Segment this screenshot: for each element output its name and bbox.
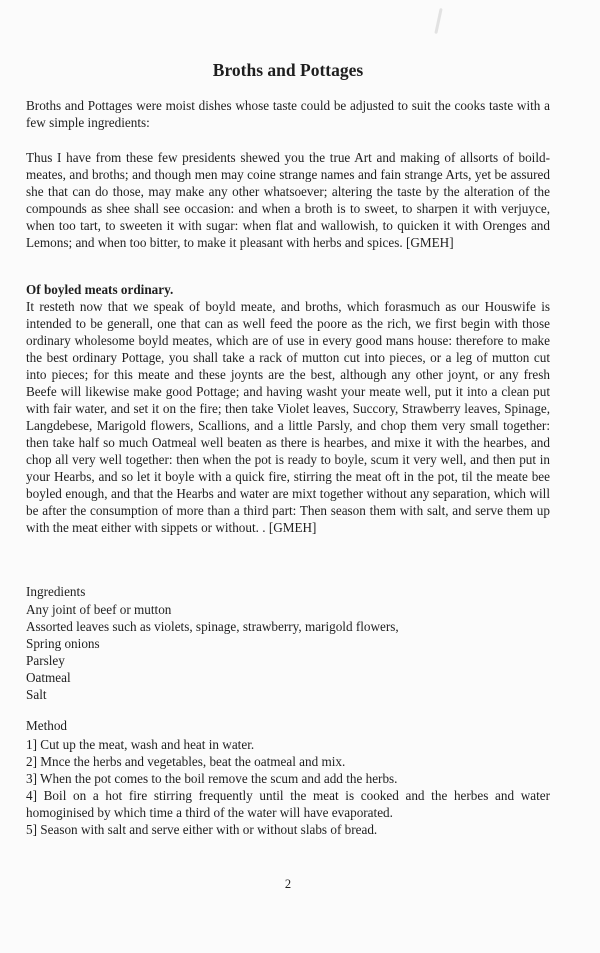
ingredients-list (26, 601, 550, 703)
page-number: 2 (284, 877, 292, 891)
ingredient-item: Spring onions (26, 636, 100, 651)
method-step: 3] When the pot comes to the boil remove the scum and add the herbs. (26, 771, 398, 786)
intro-paragraph: Broths and Pottages were moist dishes whose taste could be adjusted to suit the cooks taste with a few simple ingredients: (26, 98, 550, 130)
ingredient-item: Parsley (26, 653, 65, 668)
ingredients-heading: Ingredients (26, 584, 86, 599)
method-step: 5] Season with salt and serve either with or without slabs of bread. (26, 822, 378, 837)
quote-paragraph-2: It resteth now that we speak of boyld meate, and broths, which forasmuch as our Houswife is intended to be generall, one that can as well feed the poore as the rich, we first begin with those ordinary wholesome boyld meates, which are of use in every good mans house: therefore to make the best ordinary Pottage, you shall take a rack of mutton cut into pieces, or a leg of mutton cut into pieces; for this meate and these joynts are the best, although any other joynt, or any fresh Beefe will likewise make good Pottage; and having washt your meate well, put it into a clean put with fair water, and set it on the fire; then take Violet leaves, Succory, Strawberry leaves, Spinage, Langdebese, Marigold flowers, Scallions, and a little Parsly, and chop them very small together: then take half so much Oatmeal well beaten as there is hearbes, and mixe it with the hearbes, and chop all very well together: then when the pot is ready to boyle, scum it very well, and then put in your Hearbs, and so let it boyle with a quick fire, stirring the meat oft in the pot, til the meate bee boyled enough, and that the Hearbs and water are mixt together without any separation, which will be after the consumption of more than a third part: Then season them with salt, and serve them up with the meat either with sippets or without. . [GMEH] (26, 299, 550, 535)
method-heading: Method (26, 718, 68, 733)
ingredient-item: Salt (26, 687, 47, 702)
method-step: 2] Mnce the herbs and vegetables, beat the oatmeal and mix. (26, 754, 346, 769)
scan-mark (434, 8, 442, 34)
method-step: 4] Boil on a hot fire stirring frequently until the meat is cooked and the herbes and water homoginised by which time a third of the water will have evaporated. (26, 788, 550, 820)
ingredient-item: Oatmeal (26, 670, 71, 685)
method-list (26, 736, 550, 838)
ingredient-item: Assorted leaves such as violets, spinage, strawberry, marigold flowers, (26, 619, 399, 634)
quote-paragraph-1: Thus I have from these few presidents shewed you the true Art and making of allsorts of boild-meates, and broths; and though men may coine strange names and fain strange Arts, yet be assured she that can do those, may make any other whatsoever; altering the taste by the alteration of the compounds as shee shall see occasion: and when a broth is to sweet, to sharpen it with verjuyce, when too tart, to sweeten it with sugar: when flat and wallowish, to quicken it with Orenges and Lemons; and when too bitter, to make it pleasant with herbs and spices. [GMEH] (26, 150, 550, 250)
page-title: Broths and Pottages (212, 60, 364, 80)
ingredient-item: Any joint of beef or mutton (26, 602, 172, 617)
section-subheading: Of boyled meats ordinary. (26, 282, 174, 297)
method-step: 1] Cut up the meat, wash and heat in water. (26, 737, 255, 752)
